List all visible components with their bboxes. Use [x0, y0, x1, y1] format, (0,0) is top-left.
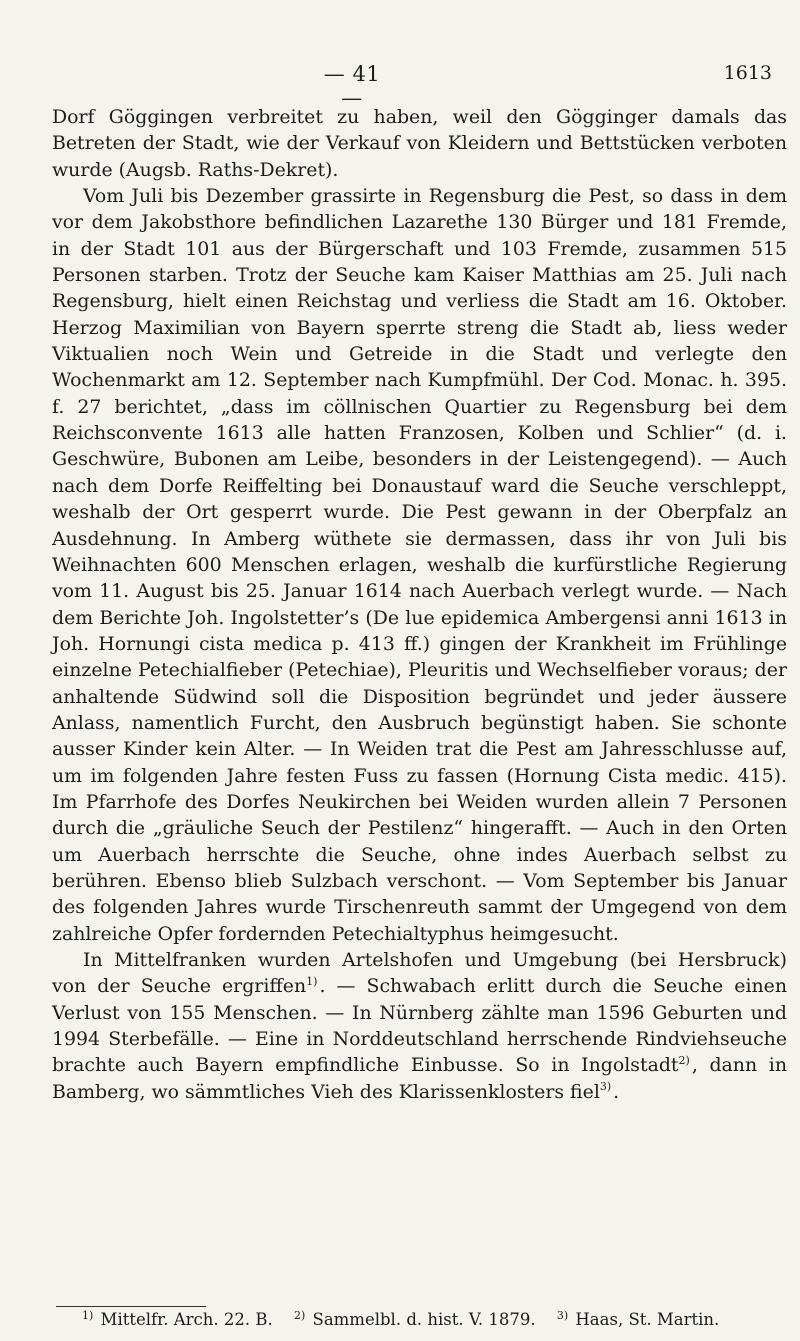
paragraph: Vom Juli bis Dezember grassirte in Regensburg die Pest, so dass in dem vor dem Jakobsthore befindlichen Lazarethe 130 Bürger und 181 Fremde, in der Stadt 101 aus der Bürgerschaft und 103 Fremde, zusammen 515 Personen starben. Trotz der Seuche kam Kaiser Matthias am 25. Juli nach Regensburg, hielt einen Reichstag und verliess die Stadt am 16. Oktober. Herzog Maximilian von Bayern sperrte streng die Stadt ab, liess weder Viktualien noch Wein und Getreide in die Stadt und verlegte den Wochenmarkt am 12. September nach Kumpfmühl. Der Cod. Monac. h. 395. f. 27 berichtet, „dass im cöllnischen Quartier zu Regensburg bei dem Reichsconvente 1613 alle hatten Franzosen, Kolben und Schlier“ (d. i. Geschwüre, Bubonen am Leibe, besonders in der Leistengegend). — Auch nach dem Dorfe Reiffelting bei Donaustauf ward die Seuche verschleppt, weshalb der Ort gesperrt wurde. Die Pest gewann in der Oberpfalz an Ausdehnung. In Amberg wüthete sie dermassen, dass ihr von Juli bis Weihnachten 600 Menschen erlagen, weshalb die kurfürstliche Regierung vom 11. August bis 25. Januar 1614 nach Auerbach verlegt wurde. — Nach dem Berichte Joh. Ingolstetter’s (De lue epidemica Ambergensi anni 1613 in Joh. Hornungi cista medica p. 413 ff.) gingen der Krankheit im Frühlinge einzelne Petechialfieber (Petechiae), Pleuritis und Wechselfieber voraus; der anhaltende Südwind soll die Disposition begründet und jeder äussere Anlass, namentlich Furcht, den Ausbruch begünstigt haben. Sie schonte ausser Kinder kein Alter. — In Weiden trat die Pest am Jahresschlusse auf, um im folgenden Jahre festen Fuss zu fassen (Hornung Cista medic. 415). Im Pfarrhofe des Dorfes Neukirchen bei Weiden wurden allein 7 Personen durch die „gräuliche Seuch der Pestilenz“ hingerafft. — Auch in den Orten um Auerbach herrschte die Seuche, ohne indes Auerbach selbst zu berühren. Ebenso blieb Sulzbach verschont. — Vom September bis Januar des folgenden Jahres wurde Tirschenreuth sammt der Umgegend von dem zahlreiche Opfer fordernden Petechialtyphus heimgesucht.	[52, 185, 787, 945]
footnotes	[82, 1308, 787, 1332]
footnote-divider	[56, 1306, 206, 1307]
body-text	[52, 104, 787, 1105]
footnote	[294, 1308, 536, 1332]
paragraph-text: .	[613, 1080, 620, 1103]
paragraph: Dorf Göggingen verbreitet zu haben, weil den Gögginger damals das Betreten der Stadt, wie der Verkauf von Kleidern und Bettstücken verboten wurde (Augsb. Raths-Dekret).	[52, 106, 787, 181]
footnote-text: Sammelbl. d. hist. V. 1879.	[312, 1310, 536, 1329]
footnote	[82, 1308, 273, 1332]
footnote-reference[interactable]: 3)	[599, 1080, 612, 1094]
footnote-mark: 1)	[82, 1308, 94, 1322]
paragraph-text: , dann in Bamberg, wo sämmtliches Vieh des Klarissenklosters fiel	[52, 1054, 787, 1103]
footnote-mark: 3)	[556, 1308, 569, 1322]
page-number: — 41 —	[323, 62, 381, 110]
footnote-text: Mittelfr. Arch. 22. B.	[100, 1310, 273, 1329]
footnote-text: Haas, St. Martin.	[575, 1310, 720, 1329]
year-marker: 1613	[723, 62, 772, 84]
footnote-reference[interactable]: 1)	[306, 975, 318, 989]
page-header	[0, 62, 800, 110]
footnote	[557, 1308, 719, 1332]
paragraph-text: . — Schwabach erlitt durch die Seuche einen Verlust von 155 Menschen. — In Nürnberg zählte man 1596 Geburten und 1994 Sterbefälle. — Eine in Norddeutschland herrschende Rindviehseuche brachte auch Bayern empfindliche Einbusse. So in Ingolstadt	[52, 975, 787, 1077]
paragraph-text: In Mittelfranken wurden Artelshofen und Umgebung (bei Hersbruck) von der Seuche ergriffen	[52, 949, 787, 998]
footnote-reference[interactable]: 2)	[678, 1054, 690, 1068]
paragraph	[52, 947, 787, 1105]
footnote-mark: 2)	[293, 1308, 306, 1322]
